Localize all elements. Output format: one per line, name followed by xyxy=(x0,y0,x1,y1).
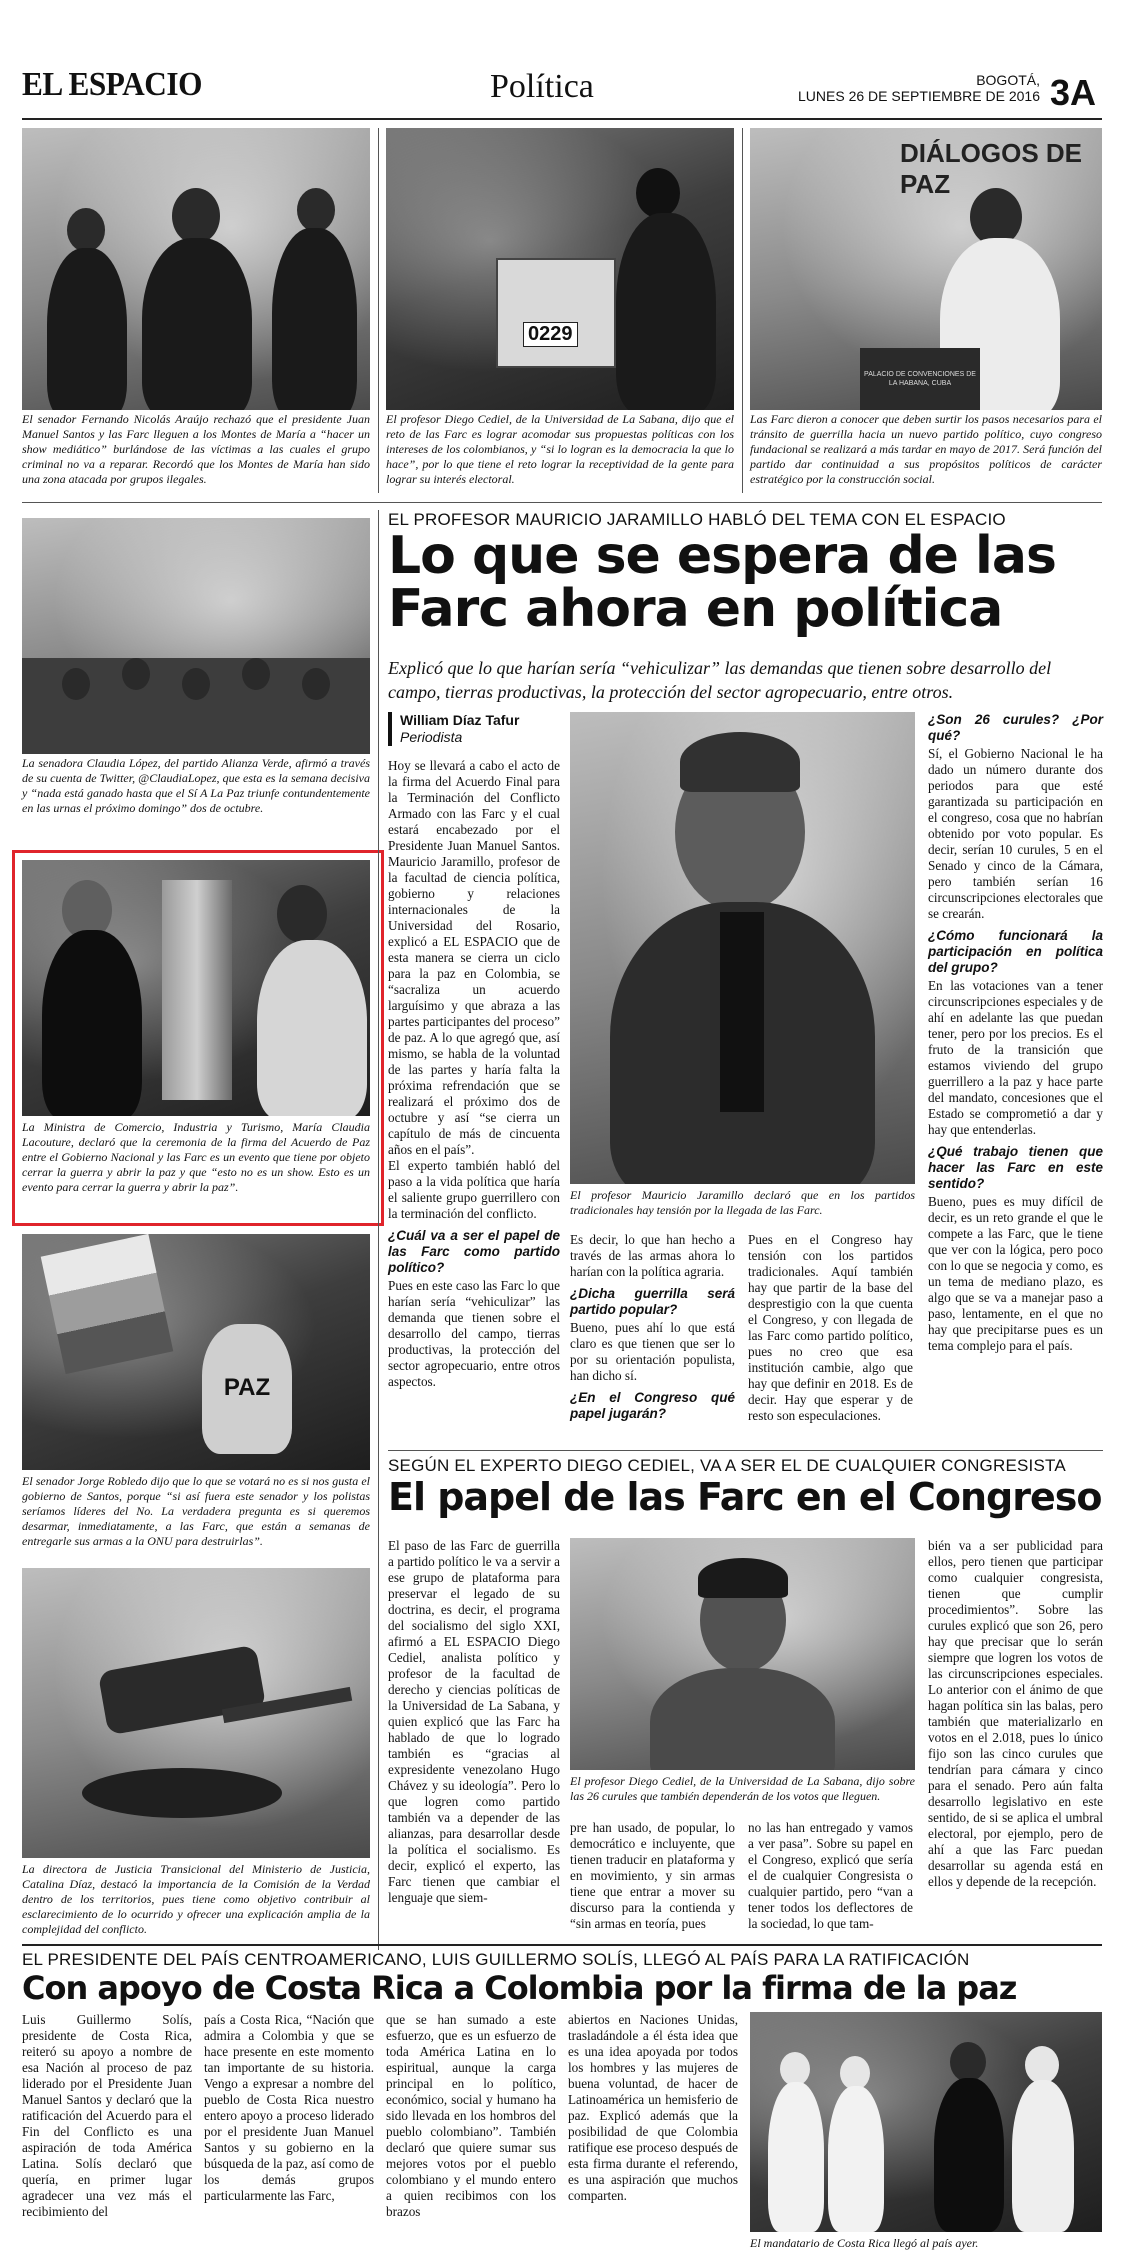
article1-col1-text: Hoy se llevará a cabo el acto de la firma del Acuerdo Final para la Terminación del Conflicto Armado con las Farc y el cual estará encabezado por el Presidente Juan Manuel Santos. Mauricio Jaramillo, profesor de la facultad de ciencia política, gobierno y relaciones internacionales de la Universidad del Rosario, explicó a EL ESPACIO que de esta manera se cierra un ciclo para la paz en Colombia, se “sacraliza un acuerdo larguísimo y que abraza a las partes participantes del proceso” de paz. A lo que agregó que, así mismo, se habla de la voluntad de las partes y haría falta la próxima refrendación que se realizará el próximo dos de octubre y así “se cierra un capítulo de más de cincuenta años en el país”. xyxy=(388,758,560,1157)
ballot-number: 0229 xyxy=(523,322,578,347)
article2-col4-text: bién va a ser publicidad para ellos, pero tienen que participar como cualquier congresista, tienen que cumplir procedimientos”. Sobre las curules explicó que son 26, pero hay que precisar que lo serán siempre que logren los votos de las circunscripciones especiales. Lo anterior con el ánimo de que hagan política sin las balas, pero también que materializarlo en votos en el 2.018, pues lo único fijo son las cinco curules que tendrían para cámara y cinco para el senado. Pero aún falta desarrollo legislativo en este sentido, de si se aplica el umbral electoral, por ejemplo, pero de ahí a que las Farc puedan desarrollar su agenda está en ellos y depende de la recepción. xyxy=(928,1538,1103,1889)
article1-col1b-text: El experto también habló del paso a la vida política que haría el saliente grupo guerrillero con la terminación del conflicto. xyxy=(388,1158,560,1221)
article1-q3: ¿En el Congreso qué papel jugarán? xyxy=(570,1390,735,1421)
photo-diego-cediel xyxy=(570,1538,915,1770)
photo-gavel xyxy=(22,1568,370,1858)
article1-a4: Sí, el Gobierno Nacional le ha dado un número durante dos periodos para que esté garantizada su participación en el congreso, cosa que no habrían obtenido por voto popular. Es decir, serían 10 curules, 5 en el Senado y cinco de la Cámara, pero también serían 16 circunscripciones electorales que se crearán. xyxy=(928,746,1103,921)
author-role: Periodista xyxy=(400,729,463,745)
article1-a5: En las votaciones van a tener circunscripciones especiales y de ahí en adelante las que puedan tener, pero por los precios. Es el fruto de la transición que estamos viviendo del grupo guerrillero a la paz y hace parte del mandato, concesiones que el Estado se comprometió a dar y hay que entenderlas. xyxy=(928,978,1103,1137)
article2-kicker: SEGÚN EL EXPERTO DIEGO CEDIEL, VA A SER EL DE CUALQUIER CONGRESISTA xyxy=(388,1456,1066,1475)
caption-claudia-lopez: La senadora Claudia López, del partido Alianza Verde, afirmó a través de su cuenta de Twitter, @ClaudiaLopez, que esta es la semana decisiva y “nada está ganado hasta que el Sí A La Paz triunfe contundentemente en las urnas el próximo domingo” dos de octubre. xyxy=(22,756,370,815)
article3-headline: Con apoyo de Costa Rica a Colombia por la firma de la paz xyxy=(22,1969,1017,2007)
article2-col4 xyxy=(928,1538,1103,1890)
dateline xyxy=(780,72,1040,104)
photo-ballot-box xyxy=(386,128,734,410)
article3-col1-text: Luis Guillermo Solís, presidente de Costa Rica, reiteró su apoyo a nombre de esa Nación al proceso de paz liderado por el Presidente Juan Manuel Santos y declaró que la ratificación del Acuerdo para el Fin del Conflicto es una aspiración de toda América Latina. Solís declaró que quería, en primer lugar agradecer una vez más el recibimiento del xyxy=(22,2012,192,2219)
article2-col3 xyxy=(748,1820,913,1932)
photo-farc-havana xyxy=(750,128,1102,410)
article3-col4 xyxy=(568,2012,738,2204)
section-title: Política xyxy=(490,68,594,105)
article2-col1-text: El paso de las Farc de guerrilla a partido político le va a servir a ese grupo de plataforma para preservar el legado de su doctrina, es decir, el programa del socialismo del siglo XXI, afirmó a EL ESPACIO Diego Cediel, analista político y profesor de la facultad de derecho y ciencias políticas de la Universidad de La Sabana, y quien explicó que las Farc ha hablado de que lo logrado también es “gracias al expresidente venezolano Hugo Chávez y su ideología”. Pero lo que logren como partido también va a depender de las alianzas, para desarrollar desde la política el socialismo. Es decir, explicó el experto, las Farc tienen que cambiar el lenguaje que siem- xyxy=(388,1538,560,1905)
article1-q2: ¿Dicha guerrilla será partido popular? xyxy=(570,1286,735,1317)
article2-col1 xyxy=(388,1538,560,1906)
photo-paz-hand xyxy=(22,1234,370,1470)
article2-col2-text: pre han usado, de popular, lo democrático e incluyente, que tienen traducir en plataforma y en movimiento, y sin armas tiene que entrar a mover su discurso para la contienda y “sin armas en teoría, pues xyxy=(570,1820,735,1931)
article1-q5: ¿Cómo funcionará la participación en política del grupo? xyxy=(928,928,1103,975)
lectern-text: PALACIO DE CONVENCIONES DE LA HABANA, CUBA xyxy=(864,371,976,387)
article3-col1 xyxy=(22,2012,192,2220)
article1-headline: Lo que se espera de las Farc ahora en política xyxy=(388,526,1056,640)
caption-diego-cediel: El profesor Diego Cediel, de la Universidad de La Sabana, dijo que el reto de las Farc es lograr acomodar sus propuestas políticas con los intereses de los colombianos, y “si lo logran es la democracia la que lo hace”, por lo que tiene el reto lograr la receptividad de la gente para lograr su interés electoral. xyxy=(386,412,734,486)
article1-col4 xyxy=(928,712,1103,1354)
photo-mauricio-jaramillo xyxy=(570,712,915,1184)
author-name: William Díaz Tafur xyxy=(400,712,520,728)
caption-jorge-robledo: El senador Jorge Robledo dijo que lo que se votará no es si nos gusta el gobierno de Santos, porque “si así fuera este senador y los polistas seríamos líderes del No. La verdadera pregunta es si queremos desarmar, inmediatamente, a las Farc, que están a semanas de entregarle sus armas a la ONU para destruirlas”. xyxy=(22,1474,370,1548)
article2-col3-text: no las han entregado y vamos a ver pasa”. Sobre su papel en el Congreso, explicó que sería el de cualquier Congresista o cualquier partido, pero “van a tener todos los deflectores de la sociedad, lo que tam- xyxy=(748,1820,913,1931)
article1-a2: Bueno, pues ahí lo que está claro es que tienen que ser lo por su orientación populista, han dicho sí. xyxy=(570,1320,735,1383)
photo-claudia-lopez xyxy=(22,518,370,754)
article1-a1: Pues en este caso las Farc lo que harían sería “vehiculizar” las demanda que tienen sobre el desarrollo del campo, tierras productivas, la protección del sector agropecuario, entre otros aspectos. xyxy=(388,1278,560,1389)
sign-text: DIÁLOGOS DE PAZ xyxy=(900,138,1083,199)
article3-col2-text: país a Costa Rica, “Nación que admira a Colombia y que se hace presente en este momento tan importante de su historia. Vengo a expresar a nombre del pueblo de Costa Rica nuestro entero apoyo a proceso liderado por el presidente Juan Manuel Santos y su gobierno en la búsqueda de la paz, así como de los demás grupos particularmente las Farc, xyxy=(204,2012,374,2203)
dateline-city: BOGOTÁ, xyxy=(976,72,1040,88)
article1-q6: ¿Qué trabajo tienen que hacer las Farc en este sentido? xyxy=(928,1144,1103,1191)
caption-mauricio-jaramillo: El profesor Mauricio Jaramillo declaró que en los partidos tradicionales hay tensión por la llegada de las Farc. xyxy=(570,1188,915,1217)
caption-senator-araujo: El senador Fernando Nicolás Araújo rechazó que el presidente Juan Manuel Santos y las Farc lleguen a los Montes de María a “hacer un show mediático” burlándose de las víctimas a las cuales el grupo criminal no va a reparar. Recordó que los Montes de María han sido una zona atacada por grupos ilegales. xyxy=(22,412,370,486)
page-number: 3A xyxy=(1050,72,1097,113)
article2-col2 xyxy=(570,1820,735,1932)
article1-q1: ¿Cuál va a ser el papel de las Farc como partido político? xyxy=(388,1228,560,1275)
caption-catalina-diaz: La directora de Justicia Transicional del Ministerio de Justicia, Catalina Díaz, destacó la importancia de la Comisión de la Verdad dentro de los territorios, pues tiene como objetivo contribuir al esclarecimiento de lo ocurrido y ofrecer una explicación amplia de la complejidad del conflicto. xyxy=(22,1862,370,1936)
article3-kicker: EL PRESIDENTE DEL PAÍS CENTROAMERICANO, LUIS GUILLERMO SOLÍS, LLEGÓ AL PAÍS PARA LA RATIFICACIÓN xyxy=(22,1950,970,1969)
photo-maria-claudia-lacouture xyxy=(22,860,370,1116)
caption-maria-claudia-lacouture: La Ministra de Comercio, Industria y Turismo, María Claudia Lacouture, declaró que la ceremonia de la firma del Acuerdo de Paz entre el Gobierno Nacional y las Farc es un evento que tiene por objeto cerrar la guerra y abrir la paz y que “esto no es un show. Esto es un evento para cerrar la guerra y abrir la paz”. xyxy=(22,1120,370,1194)
article1-kicker: EL PROFESOR MAURICIO JARAMILLO HABLÓ DEL TEMA CON EL ESPACIO xyxy=(388,510,1006,529)
article2-headline: El papel de las Farc en el Congreso xyxy=(388,1475,1102,1519)
article3-col4-text: abiertos en Naciones Unidas, trasladándole a él ésta idea que es una idea apoyada por todos los hombres y las mujeres de buena voluntad, de hacer de Latinoamérica un hemisferio de paz. Explicó además que la posibilidad de que Colombia ratifique ese proceso después de esta firma durante el referendo, es una aspiración que muchos comparten. xyxy=(568,2012,738,2203)
caption-farc-havana: Las Farc dieron a conocer que deben surtir los pasos necesarios para el tránsito de guerrilla hacia un nuevo partido político, cuyo congreso fundacional se realizará a más tardar en mayo de 2017. Será función del partido dar continuidad a sus propósitos políticos de carácter estratégico por la construcción social. xyxy=(750,412,1102,486)
article1-a6: Bueno, pues es muy difícil de decir, es un reto grande el que le compete a las Farc, que le tiene que ver con la lógica, pero poco con lo que se negocia y como, es un tema de mediano plazo, es algo que se va a manejar paso a paso, lentamente, en el que no hay que precipitarse pues es un tema complejo para el país. xyxy=(928,1194,1103,1353)
photo-costa-rica-president xyxy=(750,2012,1102,2232)
article1-col2 xyxy=(570,1232,735,1424)
article3-col3 xyxy=(386,2012,556,2220)
ballot-box xyxy=(496,258,616,368)
article1-col3-text: Pues en el Congreso hay tensión con los partidos tradicionales. Aquí también hay que partir de la base del desprestigio con la que cuenta el Congreso, y con llegada de las Farc como partido político, pues no creo que esa institución cambie, algo que hay que definir en 2018. Es de decir. Hay que esperar y de resto son especulaciones. xyxy=(748,1232,913,1423)
dateline-date: LUNES 26 DE SEPTIEMBRE DE 2016 xyxy=(798,88,1040,104)
caption-costa-rica-president: El mandatario de Costa Rica llegó al país ayer. xyxy=(750,2236,979,2250)
article1-byline xyxy=(388,712,560,746)
article1-col3 xyxy=(748,1232,913,1424)
article1-deck: Explicó que lo que harían sería “vehiculizar” las demandas que tienen sobre desarrollo del campo, tierras productivas, la protección del sector agropecuario, entre otros. xyxy=(388,658,1052,702)
article3-col3-text: que se han sumado a este esfuerzo, que es un esfuerzo de toda América Latina en lo espiritual, aunque la carga principal en lo político, económico, social y humano ha sido llevada en los hombros del pueblo colombiano”. También declaró que quiere sumar sus mejores votos por el pueblo colombiano y el mundo entero a quien recibimos con los brazos xyxy=(386,2012,556,2219)
lectern xyxy=(860,348,980,410)
caption-diego-cediel-2: El profesor Diego Cediel, de la Universidad de La Sabana, dijo sobre las 26 curules que también dependerán de los votos que lleguen. xyxy=(570,1774,915,1803)
photo-senator-araujo xyxy=(22,128,370,410)
masthead-rule xyxy=(22,118,1102,120)
article3-col2 xyxy=(204,2012,374,2204)
article1-col2-text: Es decir, lo que han hecho a través de las armas ahora lo harían con la política agraria. xyxy=(570,1232,735,1279)
painted-hand xyxy=(202,1324,292,1454)
hand-text: PAZ xyxy=(223,1374,271,1401)
newspaper-brand: EL ESPACIO xyxy=(22,66,202,103)
article1-q4: ¿Son 26 curules? ¿Por qué? xyxy=(928,712,1103,743)
article1-col1 xyxy=(388,758,560,1390)
